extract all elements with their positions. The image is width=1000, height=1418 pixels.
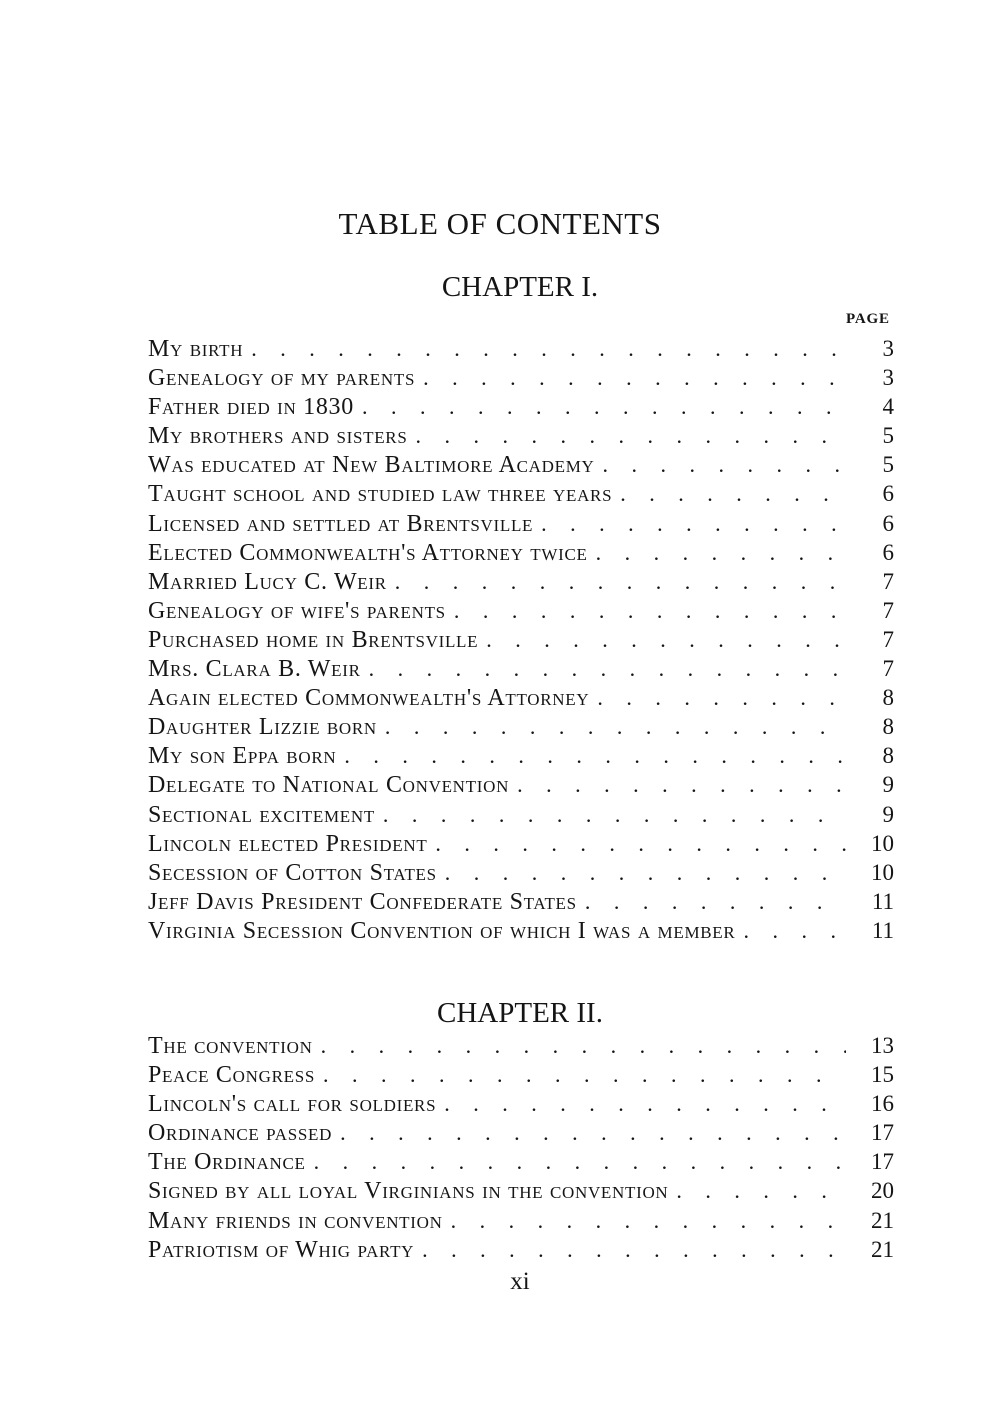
dot-leader — [251, 334, 846, 363]
toc-entry-page: 8 — [882, 714, 894, 740]
dot-leader — [314, 1147, 846, 1176]
toc-entry-page: 17 — [871, 1120, 894, 1146]
dot-leader — [676, 1176, 846, 1205]
toc-entry — [148, 741, 896, 770]
dot-leader — [517, 770, 846, 799]
dot-leader — [344, 741, 846, 770]
dot-leader — [362, 392, 846, 421]
page-number: xi — [510, 1268, 530, 1295]
toc-entry-page: 5 — [882, 423, 894, 449]
toc-entry — [148, 334, 896, 363]
dot-leader — [585, 887, 846, 916]
toc-entry-page: 21 — [871, 1236, 894, 1262]
toc-entry — [148, 887, 896, 916]
toc-entry-page: 11 — [871, 917, 894, 943]
dot-leader — [597, 683, 846, 712]
chapter-heading: CHAPTER I. — [441, 271, 599, 303]
toc-entry — [148, 625, 896, 654]
toc-entry-label: Licensed and settled at Brentsville — [148, 510, 534, 537]
toc-entry — [148, 450, 896, 479]
toc-entry-page: 8 — [882, 743, 894, 769]
toc-entry-page: 20 — [871, 1178, 894, 1204]
toc-entry-label: Genealogy of my parents — [148, 365, 416, 392]
dot-leader — [423, 363, 846, 392]
dot-leader — [321, 1031, 846, 1060]
toc-list-chapter-1 — [148, 334, 896, 945]
toc-entry-page: 7 — [882, 597, 894, 623]
toc-entry — [148, 654, 896, 683]
dot-leader — [415, 421, 846, 450]
toc-entry-page: 5 — [882, 452, 894, 478]
dot-leader — [596, 538, 846, 567]
dot-leader — [541, 509, 846, 538]
dot-leader — [383, 800, 846, 829]
dot-leader — [323, 1060, 846, 1089]
toc-entry-page: 9 — [882, 772, 894, 798]
toc-entry — [148, 1147, 896, 1176]
toc-entry-label: Purchased home in Brentsville — [148, 626, 479, 653]
toc-entry-label: My brothers and sisters — [148, 423, 408, 450]
toc-entry — [148, 596, 896, 625]
toc-entry-label: The convention — [148, 1033, 313, 1059]
toc-entry-label: Elected Commonwealth's Attorney twice — [148, 539, 588, 566]
toc-entry-label: Many friends in convention — [148, 1207, 443, 1234]
toc-entry — [148, 770, 896, 799]
toc-entry-page: 11 — [871, 888, 894, 914]
toc-entry-label: Again elected Commonwealth's Attorney — [148, 685, 590, 712]
dot-leader — [602, 450, 846, 479]
dot-leader — [445, 858, 846, 887]
toc-entry — [148, 858, 896, 887]
toc-entry-label: Lincoln's call for soldiers — [148, 1091, 437, 1118]
dot-leader — [395, 567, 846, 596]
toc-entry-label: Ordinance passed — [148, 1120, 333, 1147]
toc-entry — [148, 800, 896, 829]
toc-entry — [148, 363, 896, 392]
toc-entry-page: 15 — [871, 1062, 894, 1088]
page-column-label: PAGE — [846, 311, 890, 327]
toc-entry-page: 3 — [882, 336, 894, 361]
dot-leader — [422, 1235, 846, 1264]
toc-entry-label: Patriotism of Whig party — [148, 1236, 415, 1263]
toc-entry — [148, 1118, 896, 1147]
toc-entry-label: Daughter Lizzie born — [148, 714, 377, 741]
toc-entry-label: Delegate to National Convention — [148, 772, 510, 799]
toc-entry-label: Sectional excitement — [148, 801, 375, 828]
dot-leader — [451, 1206, 846, 1235]
toc-entry-label: Peace Congress — [148, 1062, 316, 1089]
page-title: TABLE OF CONTENTS — [338, 206, 662, 241]
toc-entry-label: Secession of Cotton States — [148, 859, 437, 886]
toc-entry — [148, 1235, 896, 1264]
toc-entry-page: 4 — [882, 394, 894, 420]
dot-leader — [620, 479, 846, 508]
toc-entry-label: My birth — [148, 336, 244, 362]
toc-entry-page: 6 — [882, 539, 894, 565]
toc-entry — [148, 683, 896, 712]
toc-entry-label: Mrs. Clara B. Weir — [148, 656, 361, 683]
dot-leader — [444, 1089, 846, 1118]
dot-leader — [369, 654, 846, 683]
toc-entry-page: 10 — [871, 859, 894, 885]
dot-leader — [743, 916, 846, 945]
toc-entry-label: Lincoln elected President — [148, 830, 428, 857]
toc-entry — [148, 509, 896, 538]
toc-entry-page: 16 — [871, 1091, 894, 1117]
toc-entry-label: Genealogy of wife's parents — [148, 597, 446, 624]
dot-leader — [454, 596, 846, 625]
toc-entry-page: 17 — [871, 1149, 894, 1175]
toc-entry — [148, 1176, 896, 1205]
toc-entry — [148, 1060, 896, 1089]
chapter-heading: CHAPTER II. — [437, 997, 603, 1029]
toc-entry — [148, 916, 896, 945]
toc-entry — [148, 567, 896, 596]
toc-entry-label: Was educated at New Baltimore Academy — [148, 452, 595, 479]
toc-entry — [148, 1206, 896, 1235]
toc-entry-label: Virginia Secession Convention of which I was a member — [148, 917, 736, 944]
toc-entry-label: Jeff Davis President Confederate States — [148, 888, 577, 915]
toc-entry-label: Father died in 1830 — [148, 394, 354, 421]
toc-list-chapter-2 — [148, 1031, 896, 1264]
toc-entry — [148, 1089, 896, 1118]
toc-entry — [148, 538, 896, 567]
dot-leader — [435, 829, 846, 858]
dot-leader — [340, 1118, 846, 1147]
toc-entry-label: Married Lucy C. Weir — [148, 568, 387, 595]
toc-entry-page: 9 — [882, 801, 894, 827]
dot-leader — [486, 625, 846, 654]
toc-entry — [148, 479, 896, 508]
toc-entry-label: The Ordinance — [148, 1149, 306, 1176]
toc-entry-page: 7 — [882, 568, 894, 594]
toc-entry-page: 21 — [871, 1207, 894, 1233]
toc-entry-page: 6 — [882, 481, 894, 507]
toc-entry-label: Signed by all loyal Virginians in the convention — [148, 1178, 669, 1205]
dot-leader — [385, 712, 846, 741]
toc-entry — [148, 392, 896, 421]
toc-entry-page: 8 — [882, 685, 894, 711]
toc-entry — [148, 829, 896, 858]
toc-entry-label: My son Eppa born — [148, 743, 337, 770]
toc-entry-page: 13 — [871, 1033, 894, 1058]
toc-entry — [148, 712, 896, 741]
toc-entry-label: Taught school and studied law three years — [148, 481, 613, 508]
toc-entry — [148, 421, 896, 450]
toc-entry-page: 3 — [882, 365, 894, 391]
toc-entry-page: 7 — [882, 656, 894, 682]
toc-entry-page: 7 — [882, 626, 894, 652]
toc-entry-page: 6 — [882, 510, 894, 536]
toc-entry — [148, 1031, 896, 1060]
toc-entry-page: 10 — [871, 830, 894, 856]
